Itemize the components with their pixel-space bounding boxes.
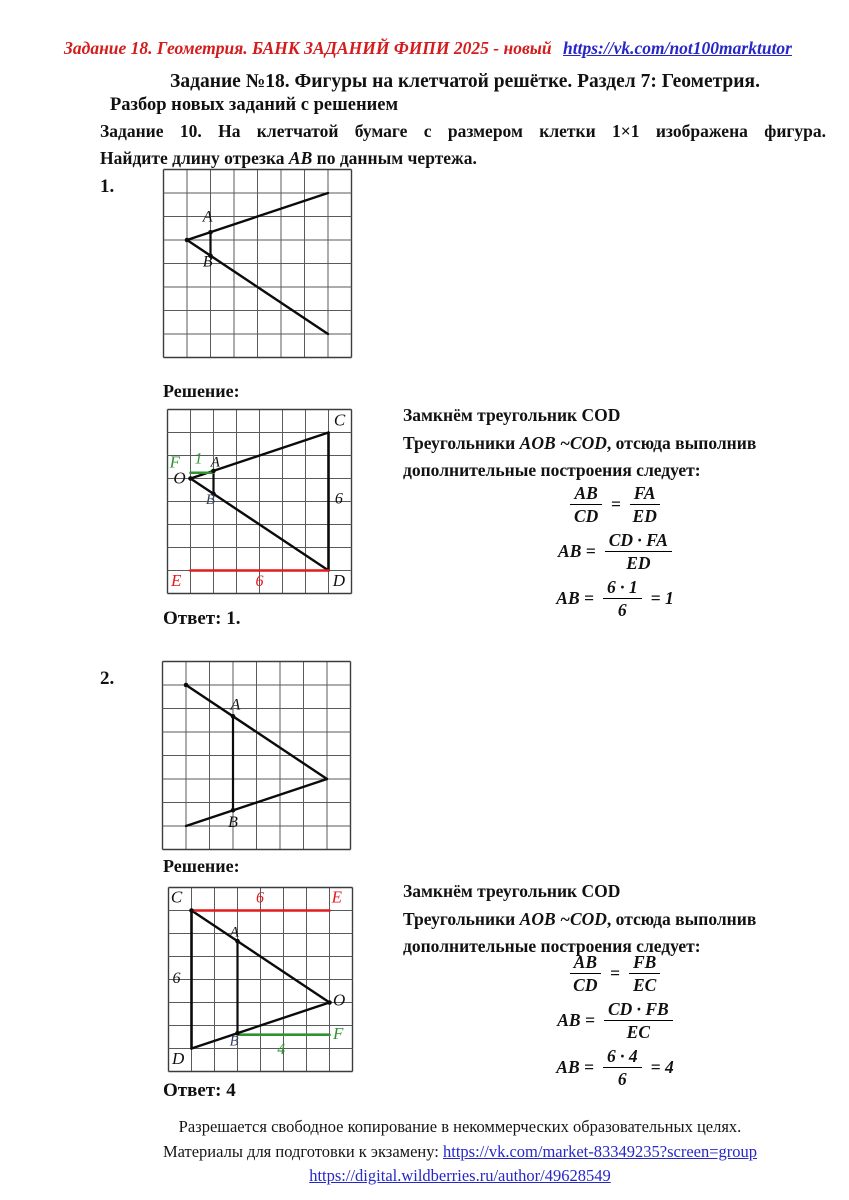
problem-1-solution-figure [166, 408, 353, 595]
grid-figure-svg [167, 886, 354, 1073]
problem-2-number: 2. [100, 668, 115, 689]
formula-row [450, 575, 780, 622]
figure-label: A [202, 208, 213, 226]
figure-label: B [228, 813, 238, 831]
math-text: AOB ~COD [519, 432, 607, 453]
problem-2-solution-label: Решение: [163, 856, 240, 876]
formula-fraction [603, 1046, 642, 1089]
fraction-numerator: FB [629, 952, 660, 974]
figure-point [185, 238, 190, 243]
figure-point [188, 476, 193, 481]
figure-point [189, 908, 194, 913]
fraction-numerator: CD · FA [605, 530, 672, 552]
figure-point [231, 808, 236, 813]
footer-materials-label: Материалы для подготовки к экзамену: [162, 1141, 443, 1161]
plain-text: дополнительные построения следует: [403, 936, 701, 956]
grid-figure-svg [162, 168, 353, 359]
fraction-numerator: 6 · 1 [603, 577, 642, 599]
formula-text: = [610, 963, 620, 983]
formula-fraction [603, 577, 642, 620]
figure-label: O [173, 468, 186, 488]
fraction-denominator: EC [626, 1022, 651, 1042]
grid-figure-svg [166, 408, 353, 595]
problem-2-formulas [450, 950, 780, 1091]
task-line2-math: AB [288, 148, 313, 168]
explanation-line [403, 430, 803, 458]
formula-fraction [570, 483, 601, 526]
problem-1-formulas [450, 481, 780, 622]
figure-label: O [333, 990, 346, 1010]
fraction-denominator: 6 [617, 600, 627, 620]
figure-label: 6 [255, 573, 264, 591]
problem-1-number: 1. [100, 176, 115, 197]
formula-fraction [604, 999, 673, 1042]
explanation-line [403, 906, 803, 934]
task-line2-suffix: по данным чертежа. [312, 148, 477, 168]
formula-row [450, 997, 780, 1044]
task-line-1: Задание 10. На клетчатой бумаге с размером клетки 1×1 изображена фигура. [100, 121, 826, 141]
fraction-denominator: CD [573, 506, 599, 526]
figure-point [327, 1000, 332, 1005]
formula-row [450, 528, 780, 575]
formula-fraction [605, 530, 672, 573]
plain-text: , отсюда выполнив [606, 432, 757, 453]
figure-point [231, 714, 236, 719]
task-line-2 [100, 148, 477, 168]
formula-text: = 4 [650, 1057, 674, 1077]
worksheet-subtitle: Разбор новых заданий с решением [110, 95, 399, 115]
figure-label: E [171, 570, 182, 590]
problem-2-figure [161, 660, 352, 851]
plain-text: Замкнём треугольник COD [403, 405, 621, 425]
page-header-red-title: Задание 18. Геометрия. БАНК ЗАДАНИЙ ФИПИ 2025 - новый [64, 38, 552, 58]
figure-label: C [333, 410, 346, 430]
task-statement [100, 118, 826, 172]
figure-label: A [210, 454, 220, 471]
formula-row [450, 950, 780, 997]
fraction-denominator: ED [626, 553, 651, 573]
figure-label: A [229, 924, 239, 941]
formula-row [450, 481, 780, 528]
fraction-numerator: CD · FB [604, 999, 673, 1021]
plain-text: , отсюда выполнив [606, 908, 757, 929]
footer-copyright: Разрешается свободное копирование в некоммерческих образовательных целях. [178, 1117, 742, 1136]
figure-label: 1 [194, 450, 203, 468]
figure-label: B [205, 491, 215, 508]
fraction-denominator: EC [632, 975, 657, 995]
formula-text: = [610, 494, 621, 514]
formula-fraction [630, 483, 660, 526]
footer-author-link[interactable]: https://digital.wildberries.ru/author/49628549 [309, 1166, 611, 1185]
page-footer [75, 1115, 845, 1189]
problem-1-figure [162, 168, 353, 359]
plain-text: дополнительные построения следует: [403, 460, 701, 480]
problem-2-solution-figure [167, 886, 354, 1073]
figure-label: B [229, 1033, 239, 1050]
fraction-numerator: AB [570, 483, 601, 505]
explanation-line [403, 878, 803, 906]
figure-label: D [332, 570, 345, 590]
plain-text: Треугольники [403, 432, 520, 453]
fraction-numerator: FA [630, 483, 660, 505]
problem-2-explanation [403, 878, 803, 961]
problem-1-solution-label: Решение: [163, 381, 240, 401]
formula-fraction [570, 952, 601, 995]
fraction-numerator: 6 · 4 [603, 1046, 642, 1068]
footer-author-line [75, 1164, 845, 1189]
fraction-denominator: CD [573, 975, 598, 995]
figure-label: 6 [172, 970, 181, 988]
formula-row [450, 1044, 780, 1091]
figure-label: B [202, 253, 213, 271]
problem-1-explanation [403, 402, 803, 485]
formula-text: AB = [556, 588, 594, 608]
formula-text: AB = [558, 541, 596, 561]
plain-text: Замкнём треугольник COD [403, 881, 621, 901]
footer-materials-line [75, 1140, 845, 1165]
figure-label: A [230, 696, 241, 714]
worksheet-title: Задание №18. Фигуры на клетчатой решётке. Раздел 7: Геометрия. [170, 71, 760, 92]
figure-label: F [333, 1024, 344, 1044]
figure-label: C [170, 887, 183, 907]
plain-text: Треугольники [403, 908, 520, 929]
figure-point [184, 683, 189, 688]
figure-label: D [172, 1048, 185, 1068]
grid-figure-svg [161, 660, 352, 851]
figure-point [208, 230, 213, 235]
fraction-denominator: 6 [617, 1069, 627, 1089]
problem-1-answer: Ответ: 1. [163, 608, 241, 629]
explanation-line [403, 402, 803, 430]
problem-2-answer: Ответ: 4 [163, 1080, 236, 1101]
formula-text: = 1 [650, 588, 674, 608]
task-line2-prefix: Найдите длину отрезка [100, 148, 289, 168]
figure-label: 4 [277, 1041, 286, 1059]
formula-text: AB = [556, 1057, 594, 1077]
header-link[interactable]: https://vk.com/not100marktutor [563, 38, 792, 58]
formula-text: AB = [557, 1010, 595, 1030]
figure-label: E [331, 887, 343, 907]
figure-label: 6 [256, 889, 265, 907]
fraction-denominator: ED [632, 506, 657, 526]
math-text: AOB ~COD [519, 908, 607, 929]
formula-fraction [629, 952, 660, 995]
figure-label: F [169, 452, 181, 472]
fraction-numerator: AB [570, 952, 601, 974]
footer-market-link[interactable]: https://vk.com/market-83349235?screen=group [443, 1141, 758, 1161]
figure-label: 6 [334, 490, 343, 508]
